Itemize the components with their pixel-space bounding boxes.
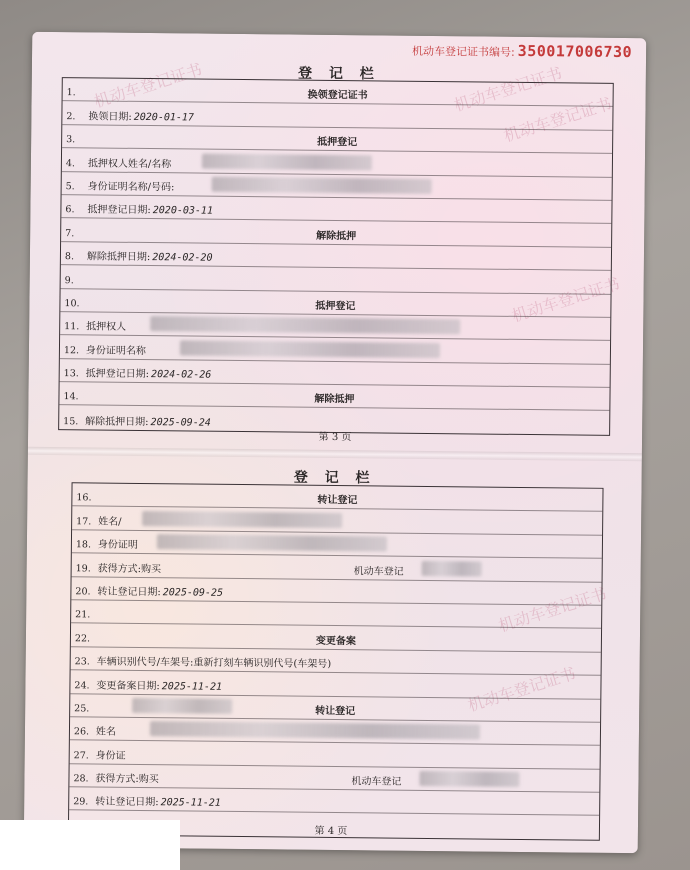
row-entry xyxy=(87,201,213,217)
row-number: 16. xyxy=(76,492,92,504)
page3-register-table xyxy=(58,77,614,436)
row-entry xyxy=(86,364,212,380)
row-heading: 解除抵押 xyxy=(314,394,355,406)
row-value: 2024-02-20 xyxy=(152,252,213,264)
row-entry xyxy=(95,793,221,809)
redacted-area xyxy=(202,153,372,170)
row-label: 换领日期: xyxy=(88,111,132,123)
watermark: 机动车登记证书 xyxy=(451,63,565,116)
redacted-area xyxy=(142,511,342,528)
page3-number: 第 3 页 xyxy=(318,431,352,444)
row-number: 6. xyxy=(65,204,75,216)
row-entry xyxy=(86,341,148,357)
row-label: 身份证明 xyxy=(97,539,138,552)
page3-title: 登 记 栏 xyxy=(297,65,380,83)
row-label: 变更备案日期: xyxy=(96,680,160,692)
row-number: 3. xyxy=(66,134,76,146)
cover-patch xyxy=(0,820,180,870)
row-entry xyxy=(87,275,89,286)
row-number: 8. xyxy=(64,251,75,263)
row-number: 4. xyxy=(65,157,76,169)
page-fold xyxy=(28,447,642,461)
row-label: 获得方式:购买 xyxy=(97,563,162,575)
row-number: 1. xyxy=(66,87,76,99)
row-tail: 机动车登记 xyxy=(353,565,404,578)
row-label: 姓名/ xyxy=(98,516,122,528)
row-number: 15. xyxy=(63,416,79,428)
row-entry xyxy=(96,746,128,761)
row-label: 抵押权人姓名/名称 xyxy=(87,157,172,170)
row-heading: 解除抵押 xyxy=(316,230,357,242)
row-label: 抵押登记日期: xyxy=(85,368,150,381)
page4-title: 登 记 栏 xyxy=(293,469,376,487)
row-label: 解除抵押日期: xyxy=(85,416,149,428)
watermark: 机动车登记证书 xyxy=(465,663,579,716)
row-label: 车辆识别代号/车架号:重新打刻车辆识别代号(车架号) xyxy=(96,656,332,671)
row-number: 20. xyxy=(75,586,91,598)
watermark: 机动车登记证书 xyxy=(91,59,205,112)
watermark: 机动车登记证书 xyxy=(496,583,609,636)
redacted-area xyxy=(150,316,460,334)
row-heading: 抵押登记 xyxy=(317,136,358,149)
row-label: 身份证明名称/号码: xyxy=(87,181,175,194)
row-heading: 换领登记证书 xyxy=(307,90,368,102)
row-entry xyxy=(88,107,194,123)
row-entry xyxy=(98,512,124,527)
row-number: 22. xyxy=(74,633,91,645)
row-number: 7. xyxy=(65,227,75,239)
row-entry xyxy=(97,610,99,621)
redacted-area xyxy=(150,721,480,739)
row-number: 25. xyxy=(74,703,90,715)
row-number: 17. xyxy=(76,516,92,528)
redacted-area xyxy=(180,340,440,358)
row-number: 13. xyxy=(63,368,79,380)
row-entry xyxy=(98,536,140,551)
row-entry xyxy=(88,177,177,193)
row-heading: 变更备案 xyxy=(315,635,356,647)
row-label: 姓名 xyxy=(95,726,117,739)
row-number: 2. xyxy=(66,110,76,123)
row-label: 身份证 xyxy=(95,750,126,762)
row-number: 10. xyxy=(64,298,80,310)
row-entry xyxy=(96,723,118,738)
row-entry xyxy=(96,676,222,692)
row-number: 26. xyxy=(73,726,90,738)
watermark: 机动车登记证书 xyxy=(509,274,623,326)
row-entry xyxy=(97,582,223,598)
row-value: 2024-02-26 xyxy=(151,369,212,381)
row-label: 抵押权人 xyxy=(86,321,127,334)
page4-register-table xyxy=(68,482,604,840)
row-number: 19. xyxy=(75,562,91,575)
row-number: 27. xyxy=(73,749,89,762)
row-value: 2025-11-21 xyxy=(160,797,221,810)
registration-certificate-page xyxy=(24,32,647,853)
row-entry xyxy=(97,653,334,670)
row-label: 转让登记日期: xyxy=(95,796,159,809)
row-entry xyxy=(86,318,128,333)
row-label: 获得方式:购买 xyxy=(95,773,159,786)
row-value: 2025-09-24 xyxy=(150,416,211,429)
row-number: 11. xyxy=(64,321,80,333)
row-entry xyxy=(98,559,164,575)
row-number: 21. xyxy=(75,609,91,621)
row-number: 28. xyxy=(73,773,89,785)
redacted-area xyxy=(419,771,519,787)
row-heading: 抵押登记 xyxy=(315,300,356,313)
redacted-area xyxy=(422,560,482,576)
row-number: 9. xyxy=(64,274,74,286)
row-tail: 机动车登记 xyxy=(351,776,402,788)
row-value: 2020-03-11 xyxy=(152,205,214,218)
row-label: 解除抵押日期: xyxy=(86,251,151,264)
row-value: 2025-09-25 xyxy=(162,587,224,599)
row-number: 5. xyxy=(65,181,75,193)
row-number: 12. xyxy=(63,344,80,357)
redacted-area xyxy=(132,698,232,714)
row-number: 29. xyxy=(73,796,89,808)
row-value: 2020-01-17 xyxy=(133,111,195,124)
row-entry xyxy=(87,248,213,264)
row-entry xyxy=(88,154,174,170)
redacted-area xyxy=(212,177,432,194)
page4-number: 第 4 页 xyxy=(314,825,348,838)
row-value: 2025-11-21 xyxy=(161,680,223,693)
redacted-area xyxy=(157,534,387,551)
row-entry xyxy=(95,770,161,786)
row-number: 14. xyxy=(63,391,79,403)
row-number: 24. xyxy=(74,679,90,691)
watermark: 机动车登记证书 xyxy=(501,93,614,146)
certificate-number: 机动车登记证书编号: 350017006730 xyxy=(411,41,633,62)
row-label: 转让登记日期: xyxy=(97,586,161,599)
row-label: 抵押登记日期: xyxy=(87,204,151,217)
row-number: 18. xyxy=(75,539,92,551)
row-number: 23. xyxy=(74,656,90,668)
row-label: 身份证明名称 xyxy=(85,345,147,357)
row-heading: 转让登记 xyxy=(317,495,358,507)
row-heading: 转让登记 xyxy=(315,705,356,718)
